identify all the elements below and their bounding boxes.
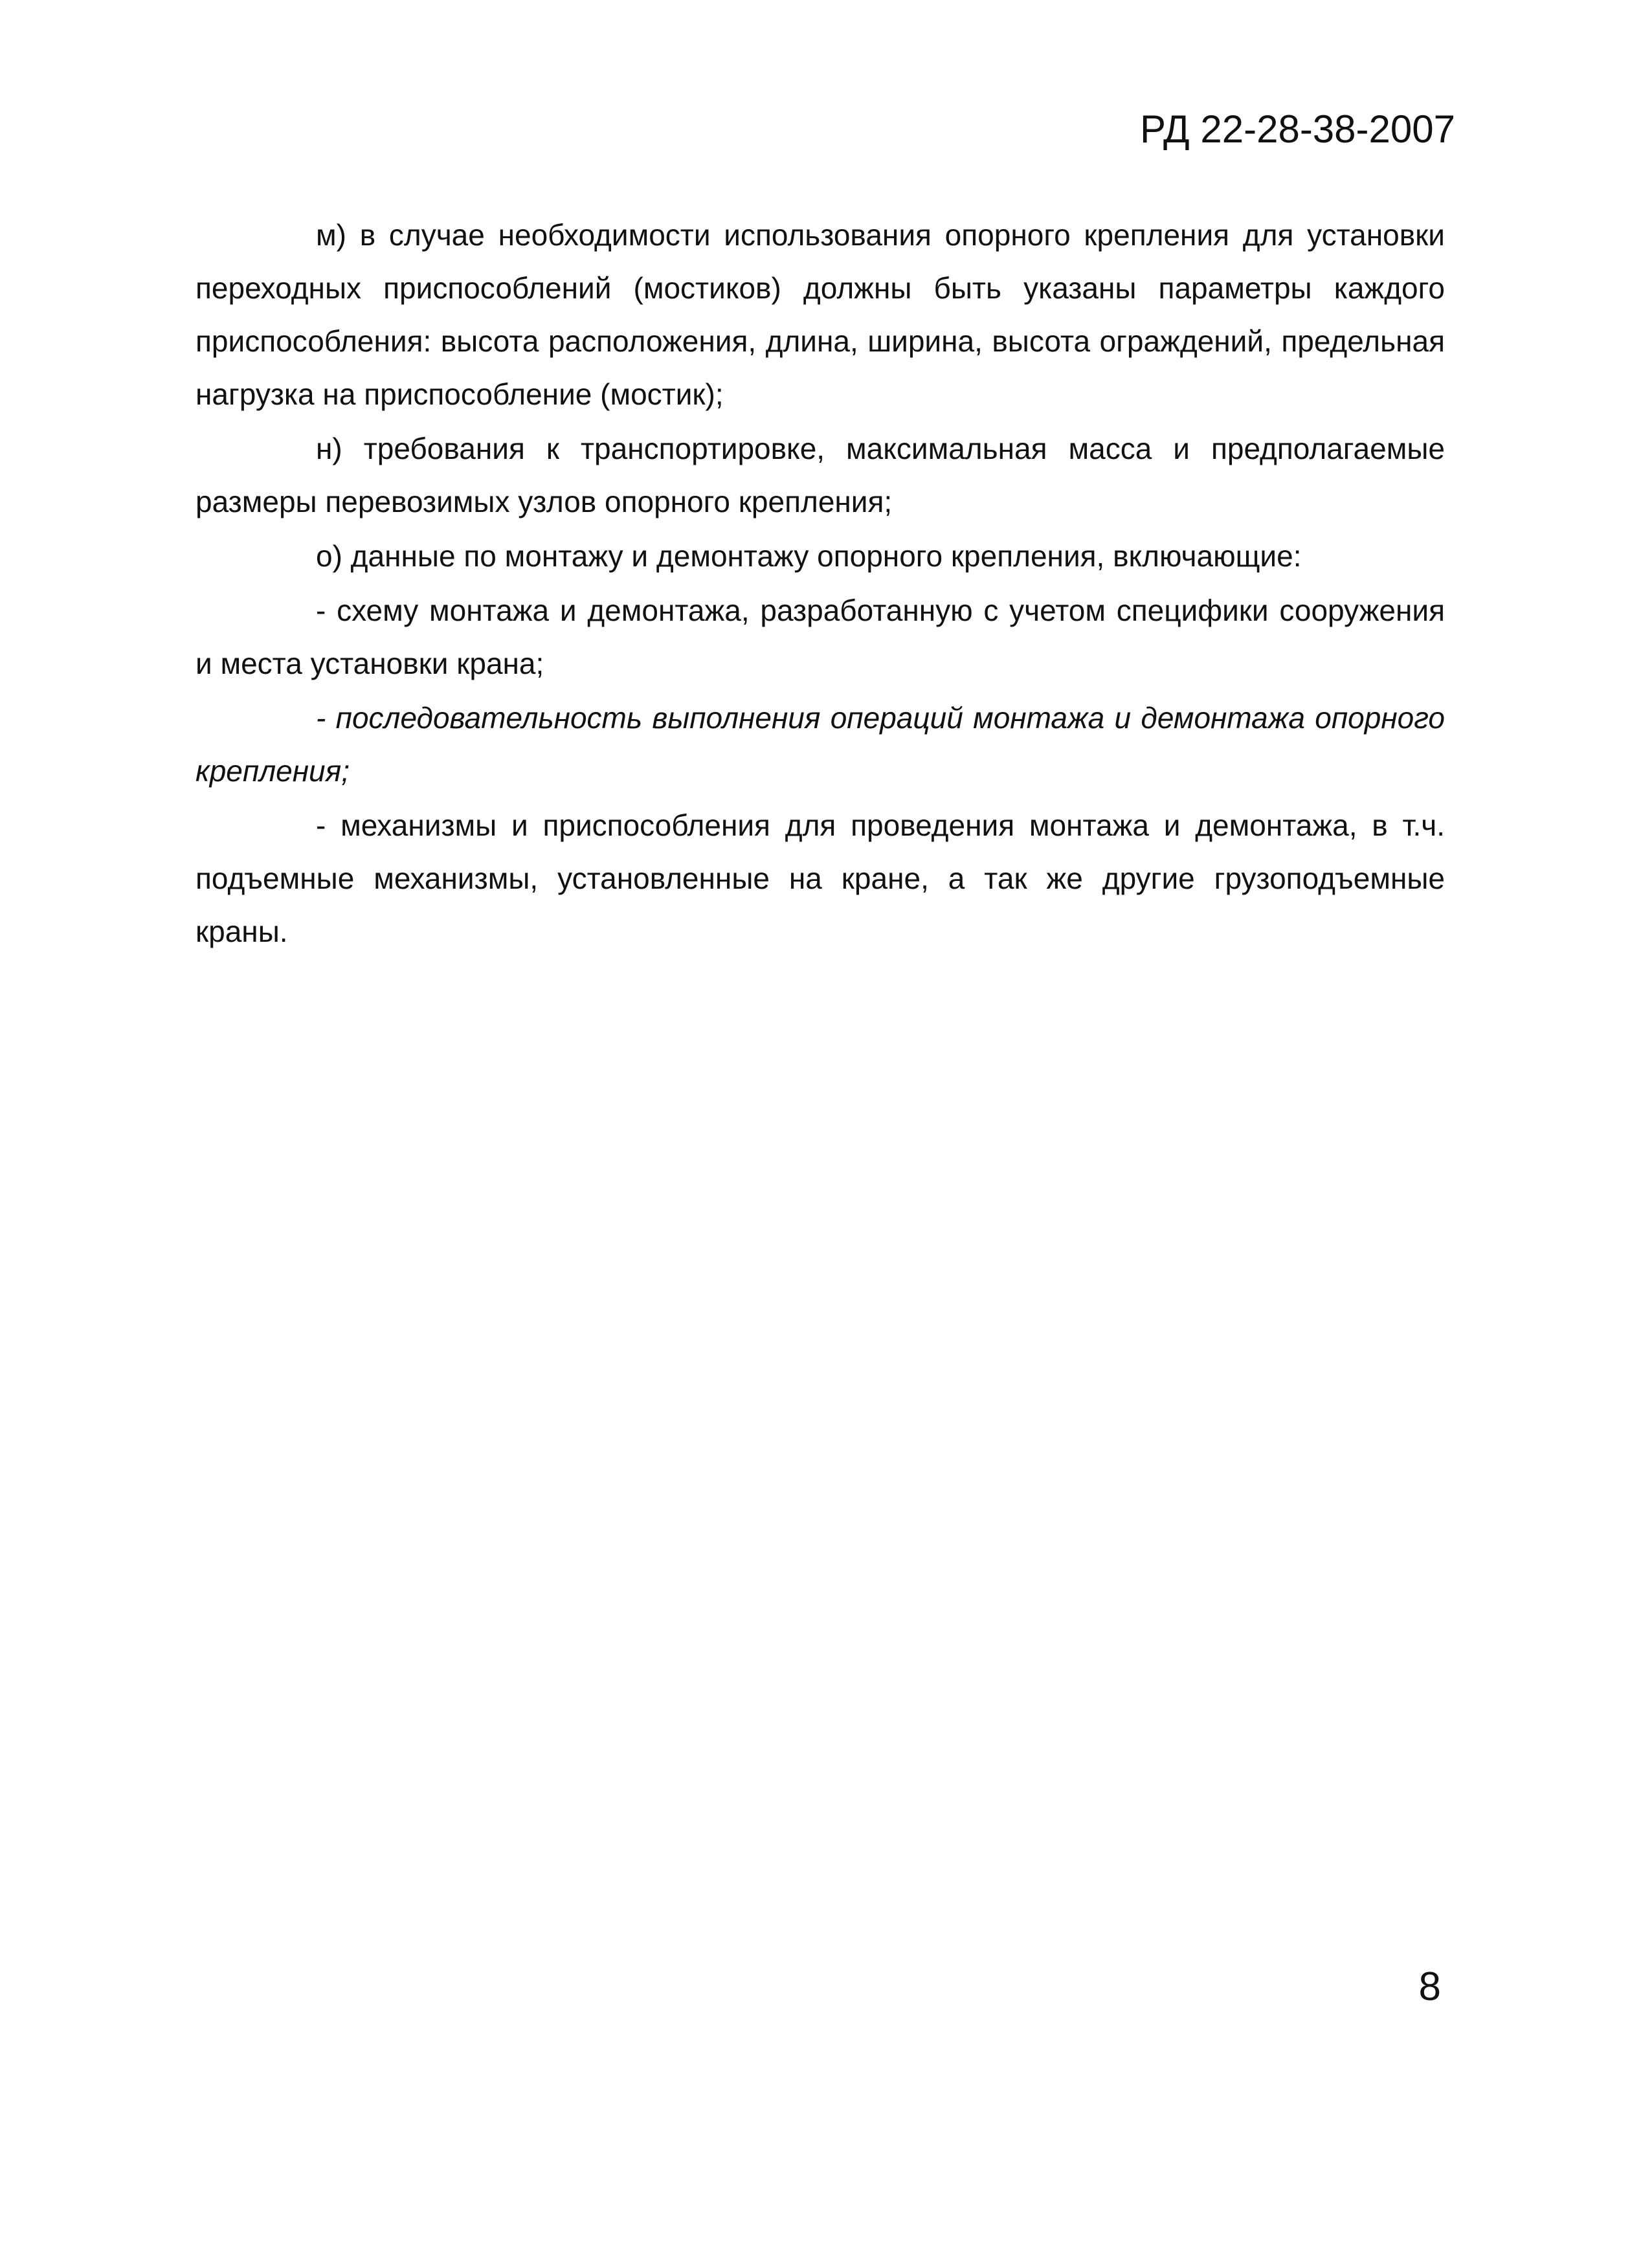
- document-body: [195, 208, 1445, 959]
- list-item-scheme: - схему монтажа и демонтажа, разработанную с учетом специфики сооружения и места установки крана;: [195, 594, 1445, 680]
- list-item-mechanisms: - механизмы и приспособления для проведения монтажа и демонтажа, в т.ч. подъемные механизмы, установленные на кране, а так же другие грузоподъемные краны.: [195, 808, 1445, 948]
- list-item-sequence: - последовательность выполнения операций монтажа и демонтажа опорного крепления;: [195, 701, 1445, 788]
- page-number: 8: [1418, 1964, 1441, 2009]
- document-code: РД 22-28-38-2007: [1140, 107, 1455, 151]
- paragraph-n: н) требования к транспортировке, максимальная масса и предполагаемые размеры перевозимых узлов опорного крепления;: [195, 432, 1445, 518]
- paragraph-m: м) в случае необходимости использования опорного крепления для установки переходных приспособлений (мостиков) должны быть указаны параметры каждого приспособления: высота расположения, длина, ширина, высота ограждений, предельная нагрузка на приспособление (мостик);: [195, 218, 1445, 411]
- paragraph-o: о) данные по монтажу и демонтажу опорного крепления, включающие:: [316, 539, 1302, 573]
